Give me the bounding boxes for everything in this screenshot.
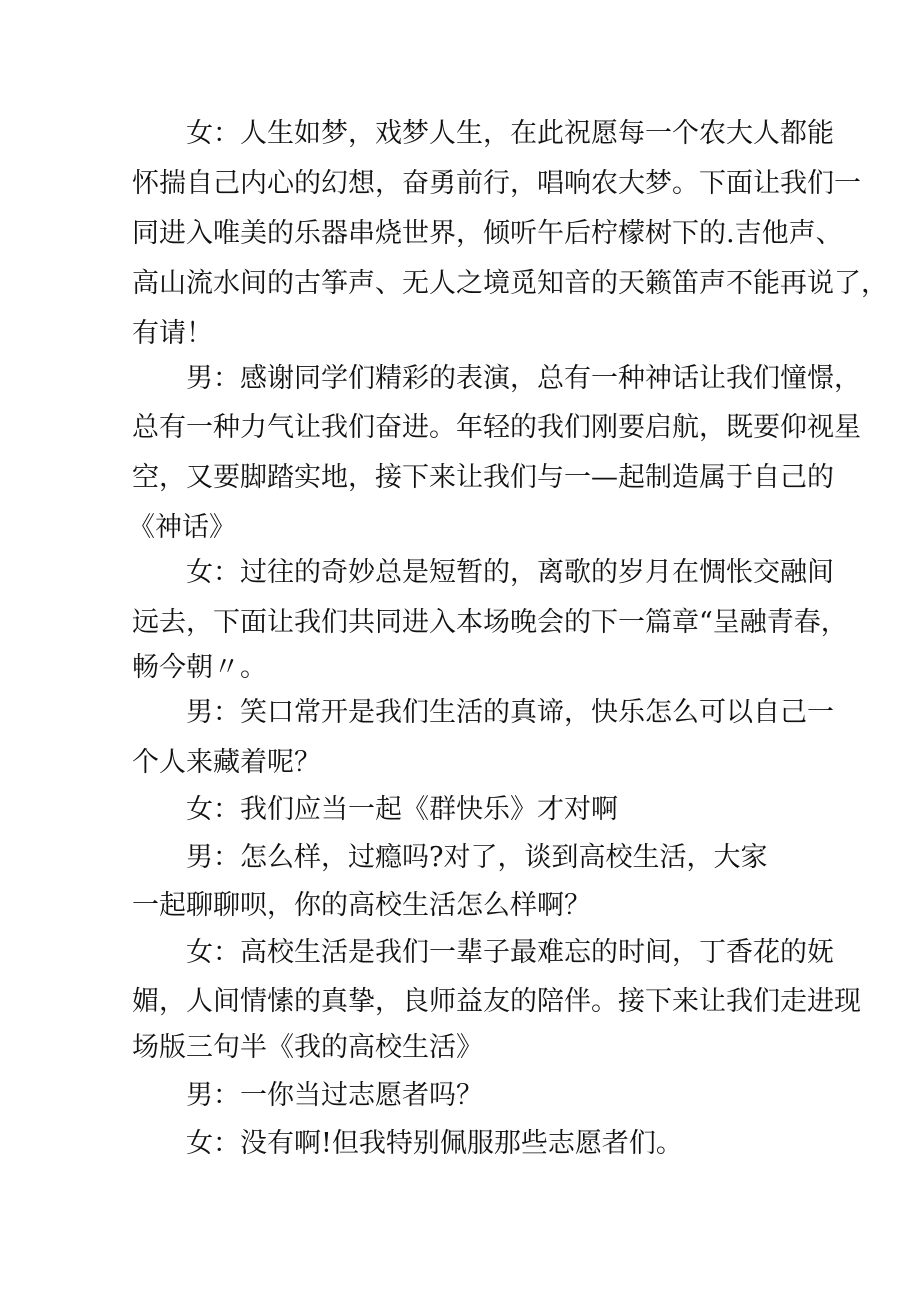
text-line: 畅今朝〃。	[132, 652, 267, 683]
text-line: 男：怎么样，过瘾吗?对了，谈到高校生活，大家	[186, 842, 768, 873]
text-line: 同进入唯美的乐器串烧世界，倾听午后柠檬树下的.吉他声、	[132, 218, 843, 249]
text-line: 高山流水间的古筝声、无人之境觅知音的天籁笛声不能再说了，	[132, 268, 888, 299]
text-line: 女：人生如梦，戏梦人生，在此祝愿每一个农大人都能	[186, 118, 834, 149]
text-line: 有请！	[132, 318, 213, 349]
text-line: 男：感谢同学们精彩的表演，总有一种神话让我们憧憬，	[186, 363, 861, 394]
text-line: 空，又要脚踏实地，接下来让我们与一—起制造属于自己的	[132, 462, 834, 493]
text-line: 场版三句半《我的高校生活》	[132, 1032, 483, 1063]
text-line: 女：没有啊!但我特别佩服那些志愿者们。	[186, 1128, 683, 1159]
text-line: 《神话》	[128, 512, 236, 543]
text-line: 女：我们应当一起《群快乐》才对啊	[186, 794, 618, 825]
text-line: 女：高校生活是我们一辈子最难忘的时间，丁香花的妩	[186, 937, 834, 968]
text-line: 媚，人间情愫的真挚，良师益友的陪伴。接下来让我们走进现	[132, 986, 861, 1017]
text-line: 男：笑口常开是我们生活的真谛，快乐怎么可以自己一	[186, 697, 834, 728]
text-line: 个人来藏着呢？	[132, 747, 321, 778]
text-line: 男：一你当过志愿者吗？	[186, 1080, 483, 1111]
text-line: 总有一种力气让我们奋进。年轻的我们刚要启航，既要仰视星	[132, 412, 861, 443]
text-line: 一起聊聊呗，你的高校生活怎么样啊？	[132, 890, 591, 921]
text-line: 远去，下面让我们共同进入本场晚会的下一篇章“呈融青春，	[132, 607, 848, 638]
text-line: 女：过往的奇妙总是短暂的，离歌的岁月在惆怅交融间	[186, 557, 834, 588]
text-line: 怀揣自己内心的幻想，奋勇前行，唱响农大梦。下面让我们一	[132, 168, 861, 199]
